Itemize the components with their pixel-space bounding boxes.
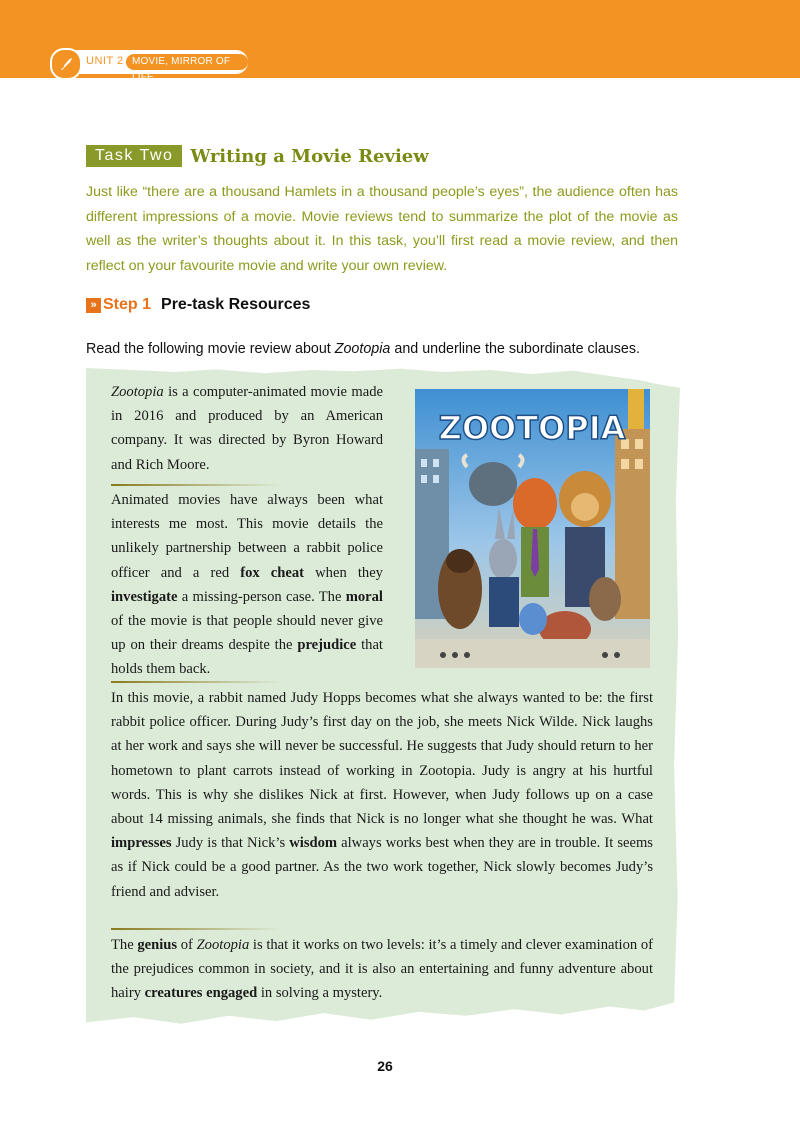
paragraph-text: a missing-person case. The	[177, 588, 346, 605]
task-title: Writing a Movie Review	[190, 145, 429, 167]
quill-pen-icon	[50, 48, 82, 80]
instruction-movie-title: Zootopia	[334, 341, 391, 357]
review-paragraph-2	[111, 488, 383, 682]
vocab-creatures-engaged: creatures engaged	[144, 985, 258, 1002]
task-heading	[86, 145, 429, 167]
vocab-moral: moral	[345, 588, 383, 605]
paragraph-text: Animated movies have always been what interests me most. This movie details the unlikely partnership between a rabbit police officer and a red	[111, 492, 383, 581]
vocab-prejudice: prejudice	[297, 637, 357, 654]
page-number: 26	[377, 1058, 393, 1074]
reading-instruction	[86, 341, 640, 357]
double-chevron-right-icon: »	[86, 298, 101, 313]
unit-badge	[52, 50, 248, 83]
paragraph-text: of	[177, 937, 197, 953]
movie-title: Zootopia	[111, 384, 164, 400]
step-title: Pre-task Resources	[161, 296, 311, 313]
paragraph-text: of the movie is that people should never give up on their dreams despite the	[111, 613, 383, 654]
vocab-wisdom: wisdom	[289, 835, 338, 852]
unit-number: UNIT 2	[86, 55, 124, 67]
paragraph-text: is a computer-animated movie made in 2016 and produced by an American company. It was directed by Byron Howard and Rich Moore.	[111, 384, 383, 473]
paragraph-text: is that it works on two levels: it’s a timely and clever examination of the prejudices common in society, and it is also an entertaining and funny adventure about hairy	[111, 937, 653, 1002]
vocab-fox-cheat: fox cheat	[240, 564, 305, 581]
paragraph-text: when they	[304, 564, 383, 581]
instruction-text: Read the following movie review about	[86, 341, 335, 357]
paragraph-divider	[111, 681, 281, 683]
vocab-investigate: investigate	[111, 588, 178, 605]
instruction-text-end: and underline the subordinate clauses.	[390, 341, 640, 357]
poster-title: ZOOTOPIA	[438, 409, 626, 447]
review-paragraph-1	[111, 380, 383, 477]
vocab-impresses: impresses	[111, 835, 172, 852]
review-paragraph-3	[111, 686, 653, 904]
step-heading	[86, 296, 310, 314]
vocab-genius: genius	[137, 937, 178, 953]
paragraph-text: always works best when they are in trouble. It seems as if Nick could be a good partner. As the two work together, Nick slowly becomes Judy’s friend and adviser.	[111, 835, 653, 900]
unit-title: MOVIE, MIRROR OF LIFE	[126, 54, 248, 70]
paragraph-text: that holds them back.	[111, 637, 383, 678]
review-paragraph-4	[111, 933, 653, 1006]
step-label: Step 1	[103, 296, 152, 313]
movie-title: Zootopia	[196, 937, 250, 953]
task-chip: Task Two	[86, 145, 182, 167]
movie-poster	[415, 389, 650, 668]
task-intro: Just like “there are a thousand Hamlets in a thousand people’s eyes”, the audience often has different impressions of a movie. Movie reviews tend to summarize the plot of the movie as well as the writer’s thoughts about it. In this task, you’ll first read a movie review, and then reflect on your favourite movie and write your own review.	[86, 184, 678, 274]
paragraph-text: in solving a mystery.	[257, 985, 383, 1002]
paragraph-text: The	[111, 937, 138, 953]
paragraph-divider	[111, 484, 281, 486]
paragraph-text: Judy is that Nick’s	[171, 835, 290, 852]
paragraph-divider	[111, 928, 281, 930]
paragraph-text: In this movie, a rabbit named Judy Hopps becomes what she always wanted to be: the first rabbit police officer. During Judy’s first day on the job, she meets Nick Wilde. Nick laughs at her work and says she will never be successful. He suggests that Judy should return to her hometown to plant carrots instead of working in Zootopia. Judy is angry at his hurtful words. This is why she dislikes Nick at first. However, when Judy follows up on a case about 14 missing animals, she finds that Nick is no longer what she thought he was. What	[111, 690, 653, 828]
